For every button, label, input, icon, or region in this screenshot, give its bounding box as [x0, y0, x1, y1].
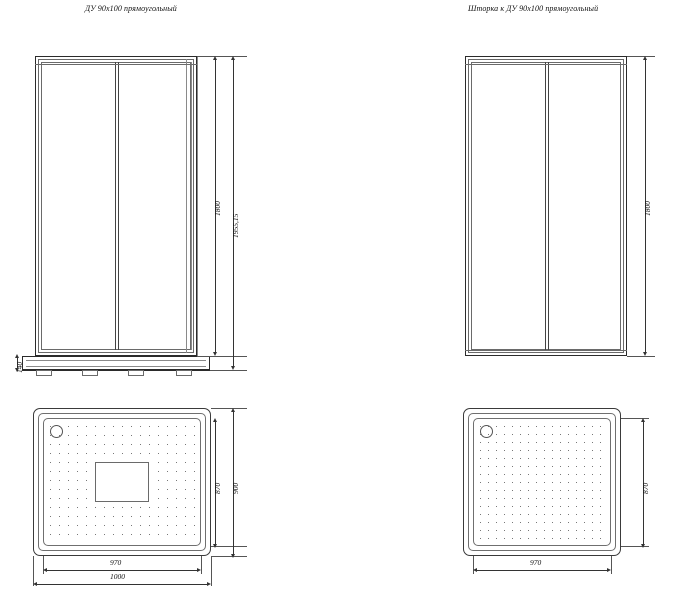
dim-arrow-1800-bottom — [213, 352, 217, 356]
plan-dim-label-900: 900 — [231, 482, 240, 494]
screen-plan-dim-label-870: 870 — [641, 482, 650, 494]
plan-dim-line-970 — [47, 570, 197, 571]
screen-plan-dim-label-970: 970 — [530, 558, 542, 567]
cabin-glass-area — [41, 62, 191, 350]
dim-arrow-1800-top — [213, 56, 217, 60]
plan-dim-arrow-870-bottom — [213, 544, 217, 548]
plan-dim-label-970: 970 — [110, 558, 122, 567]
screen-plan-dim-line-970 — [477, 570, 607, 571]
plan-dim-arrow-1000-left — [33, 582, 37, 586]
cabin-side-edge-2 — [191, 62, 192, 350]
drain-circle-icon — [50, 425, 63, 438]
screen-door-split-b — [548, 62, 549, 350]
dim-arrow-1955-bottom — [231, 366, 235, 370]
dim-label-1800: 1800 — [213, 201, 222, 216]
dim-arrow-1955-top — [231, 56, 235, 60]
ext-line-bottom — [210, 370, 247, 371]
screen-ext-line-top — [627, 56, 655, 57]
plan-ext-v-4 — [211, 556, 212, 586]
door-split-line-a — [115, 62, 116, 350]
cabin-side-edge-3 — [197, 56, 198, 356]
title-left: ДУ 90х100 прямоугольный — [85, 4, 177, 13]
screen-plan-dim-arrow-870-top — [641, 418, 645, 422]
screen-top-rail — [465, 64, 627, 65]
dim-label-1955: 1955,15 — [231, 213, 240, 238]
plan-dim-arrow-970-left — [43, 568, 47, 572]
screen-glass-area — [471, 62, 621, 350]
tray-foot-4 — [176, 370, 192, 376]
cabin-side-edge-1 — [186, 59, 187, 353]
screen-dim-arrow-top — [643, 56, 647, 60]
dim-label-140: 140 — [15, 361, 24, 373]
plan-dim-arrow-970-right — [197, 568, 201, 572]
tray-foot-3 — [128, 370, 144, 376]
screen-drain-circle-icon — [480, 425, 493, 438]
plan-dim-label-1000: 1000 — [110, 572, 125, 581]
plan-dim-line-1000 — [37, 584, 207, 585]
screen-bottom-rail — [465, 350, 627, 351]
plan-ext-v-2 — [201, 556, 202, 574]
screen-plan-ext-v-2 — [611, 556, 612, 574]
plan-ext-bottom — [211, 556, 247, 557]
door-split-line-b — [118, 62, 119, 350]
tray-front-line-1 — [26, 360, 206, 361]
cabin-top-rail — [35, 64, 197, 65]
ext-line-mid — [197, 356, 247, 357]
screen-plan-dim-arrow-970-right — [607, 568, 611, 572]
screen-plan-dim-arrow-970-left — [473, 568, 477, 572]
plan-dim-arrow-870-top — [213, 418, 217, 422]
dim-arrow-140-top — [15, 354, 19, 358]
plan-ext-top — [211, 408, 247, 409]
plan-dim-arrow-900-top — [231, 408, 235, 412]
screen-dim-arrow-bottom — [643, 352, 647, 356]
screen-door-split-a — [545, 62, 546, 350]
tray-foot-1 — [36, 370, 52, 376]
screen-plan-inner — [473, 418, 611, 546]
tray-front-line-2 — [26, 366, 206, 367]
tray-foot-2 — [82, 370, 98, 376]
tray-front-block — [22, 356, 210, 370]
screen-plan-dim-arrow-870-bottom — [641, 544, 645, 548]
plan-dim-arrow-900-bottom — [231, 554, 235, 558]
ext-line-top — [197, 56, 247, 57]
plan-dim-label-870: 870 — [213, 482, 222, 494]
plan-dim-arrow-1000-right — [207, 582, 211, 586]
tray-plan-center-panel — [95, 462, 149, 502]
screen-dim-label-1800: 1800 — [643, 201, 652, 216]
title-right: Шторка к ДУ 90х100 прямоугольный — [468, 4, 599, 13]
screen-ext-line-bottom — [627, 356, 655, 357]
